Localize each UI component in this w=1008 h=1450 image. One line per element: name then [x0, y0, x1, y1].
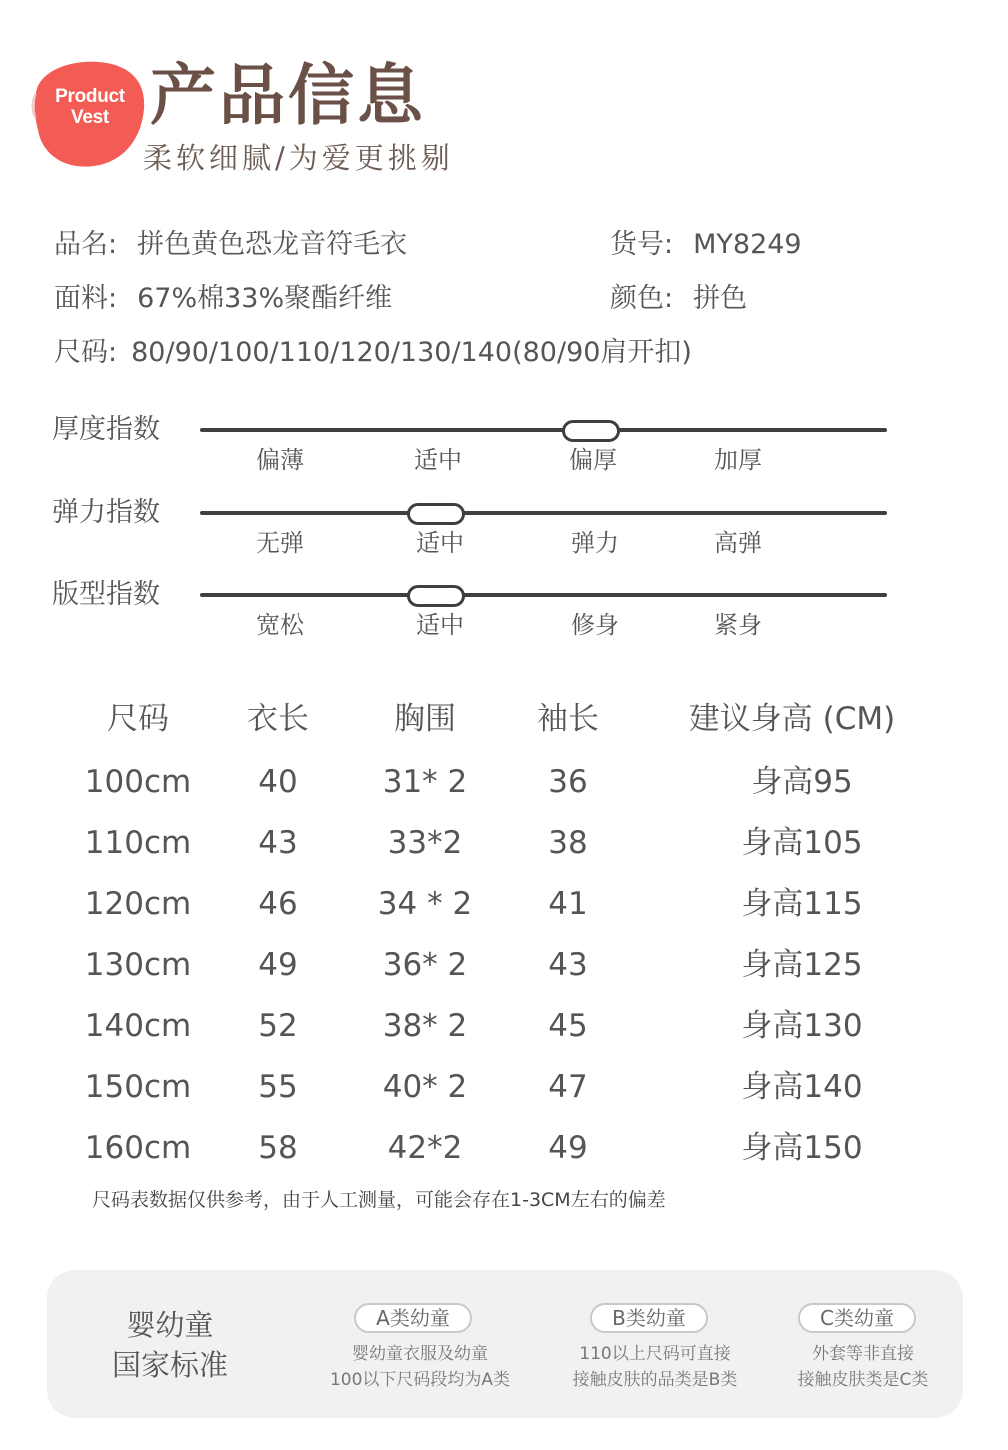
cell-height: 身高150: [741, 1130, 863, 1166]
elasticity-option: 适中: [416, 529, 464, 557]
info-size-value: 80/90/100/110/120/130/140(80/90肩开扣): [131, 337, 692, 368]
header-chest: 胸围: [394, 701, 456, 737]
class-b-desc1: 110以上尺码可直接: [579, 1344, 731, 1364]
page-title: 产品信息: [150, 57, 426, 134]
info-size: [54, 336, 692, 370]
cell-size: 150cm: [84, 1069, 192, 1105]
cell-chest: 38* 2: [382, 1008, 468, 1044]
elasticity-index-scale: [200, 511, 887, 515]
class-a-desc1: 婴幼童衣服及幼童: [352, 1344, 488, 1364]
cell-length: 49: [258, 947, 298, 983]
info-fabric-label: 面料:: [54, 283, 118, 314]
cell-height: 身高115: [741, 886, 863, 922]
info-sku: [610, 228, 802, 262]
cell-height: 身高125: [741, 947, 863, 983]
info-size-label: 尺码:: [54, 337, 118, 368]
cell-chest: 31* 2: [382, 764, 468, 800]
class-c-desc2: 接触皮肤类是C类: [797, 1370, 929, 1390]
fit-option: 适中: [416, 611, 464, 639]
cell-size: 100cm: [84, 764, 192, 800]
cell-sleeve: 36: [548, 764, 588, 800]
cell-height: 身高140: [741, 1069, 863, 1105]
fit-option: 宽松: [256, 611, 304, 639]
cell-length: 55: [258, 1069, 298, 1105]
cell-height: 身高105: [741, 825, 863, 861]
page-subtitle: 柔软细腻/为爱更挑剔: [143, 141, 454, 175]
fit-index-marker: [407, 585, 465, 607]
info-color-label: 颜色:: [610, 283, 674, 314]
cell-size: 160cm: [84, 1130, 192, 1166]
cell-length: 52: [258, 1008, 298, 1044]
size-table-note: 尺码表数据仅供参考，由于人工测量，可能会存在1-3CM左右的偏差: [92, 1189, 666, 1211]
header-sleeve: 袖长: [537, 701, 599, 737]
cell-chest: 34 * 2: [377, 886, 473, 922]
class-b-badge: B类幼童: [590, 1303, 708, 1333]
thickness-option: 偏厚: [569, 446, 617, 474]
cell-size: 120cm: [84, 886, 192, 922]
info-sku-value: MY8249: [693, 229, 802, 260]
elasticity-option: 高弹: [714, 529, 762, 557]
cell-sleeve: 38: [548, 825, 588, 861]
info-name-value: 拼色黄色恐龙音符毛衣: [137, 229, 408, 260]
info-name-label: 品名:: [54, 229, 118, 260]
cell-size: 110cm: [84, 825, 192, 861]
elasticity-option: 无弹: [256, 529, 304, 557]
class-a-desc2: 100以下尺码段均为A类: [329, 1370, 511, 1390]
info-fabric-value: 67%棉33%聚酯纤维: [137, 283, 393, 314]
info-color-value: 拼色: [693, 283, 748, 314]
info-name: [54, 228, 407, 262]
cell-height: 身高130: [741, 1008, 863, 1044]
header-height: 建议身高 (CM): [688, 701, 896, 737]
header-size: 尺码: [107, 701, 169, 737]
info-fabric: [54, 282, 392, 316]
cell-sleeve: 49: [548, 1130, 588, 1166]
cell-sleeve: 47: [548, 1069, 588, 1105]
fit-index-scale: [200, 593, 887, 597]
cell-sleeve: 45: [548, 1008, 588, 1044]
class-c-badge: C类幼童: [798, 1303, 916, 1333]
cell-chest: 40* 2: [382, 1069, 468, 1105]
standard-title-line1: 婴幼童: [126, 1308, 214, 1342]
fit-option: 修身: [571, 611, 619, 639]
elasticity-index-label: 弹力指数: [52, 497, 160, 528]
badge-line2: Vest: [71, 107, 109, 128]
cell-chest: 33*2: [387, 825, 463, 861]
thickness-index-marker: [562, 420, 620, 442]
class-a-badge: A类幼童: [354, 1303, 472, 1333]
elasticity-option: 弹力: [571, 529, 619, 557]
cell-length: 43: [258, 825, 298, 861]
cell-sleeve: 43: [548, 947, 588, 983]
fit-option: 紧身: [714, 611, 762, 639]
thickness-option: 加厚: [714, 446, 762, 474]
header-length: 衣长: [247, 701, 309, 737]
info-sku-label: 货号:: [610, 229, 674, 260]
cell-size: 130cm: [84, 947, 192, 983]
cell-height: 身高95: [751, 764, 853, 800]
cell-length: 58: [258, 1130, 298, 1166]
badge-text: [30, 86, 150, 128]
thickness-option: 适中: [414, 446, 462, 474]
standard-title-line2: 国家标准: [111, 1348, 228, 1382]
cell-size: 140cm: [84, 1008, 192, 1044]
info-color: [610, 282, 747, 316]
fit-index-label: 版型指数: [52, 579, 160, 610]
badge-line1: Product: [55, 86, 125, 107]
thickness-option: 偏薄: [256, 446, 304, 474]
class-b-desc2: 接触皮肤的品类是B类: [572, 1370, 738, 1390]
class-c-desc1: 外套等非直接: [812, 1344, 914, 1364]
cell-chest: 42*2: [387, 1130, 463, 1166]
cell-length: 40: [258, 764, 298, 800]
thickness-index-scale: [200, 428, 887, 432]
cell-chest: 36* 2: [382, 947, 468, 983]
thickness-index-label: 厚度指数: [52, 414, 160, 445]
cell-sleeve: 41: [548, 886, 588, 922]
cell-length: 46: [258, 886, 298, 922]
elasticity-index-marker: [407, 503, 465, 525]
